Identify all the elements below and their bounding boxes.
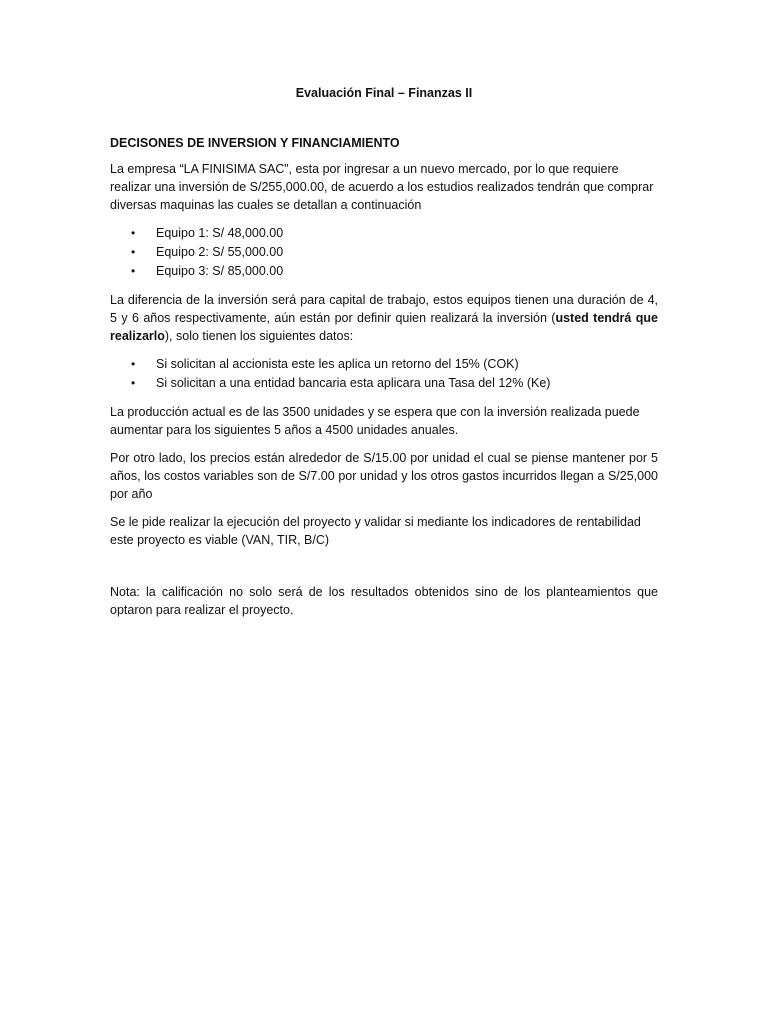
financing-list [110, 355, 658, 393]
investment-text-pre: La diferencia de la inversión será para capital de trabajo, estos equipos tienen una duración de 4, 5 y 6 años respectivamente, aún están por definir quien realizará la inversión ( [110, 293, 658, 325]
list-item [110, 262, 658, 281]
list-item [110, 374, 658, 393]
financing-item-1: Si solicitan al accionista este les aplica un retorno del 15% (COK) [156, 357, 519, 371]
note-paragraph: Nota: la calificación no solo será de los resultados obtenidos sino de los planteamientos que optaron para realizar el proyecto. [110, 585, 658, 617]
investment-text-bold: usted tendrá que realizarlo [110, 311, 658, 343]
list-item [110, 224, 658, 243]
bullet-icon: • [131, 357, 136, 371]
section-heading: DECISONES DE INVERSION Y FINANCIAMIENTO [110, 136, 400, 150]
equipment-item-1: Equipo 1: S/ 48,000.00 [156, 226, 284, 240]
list-item [110, 243, 658, 262]
list-item [110, 355, 658, 374]
document-page [110, 84, 658, 629]
equipment-list [110, 224, 658, 281]
bullet-icon: • [131, 226, 136, 240]
prices-paragraph: Por otro lado, los precios están alrededor de S/15.00 por unidad el cual se piense mantener por 5 años, los costos variables son de S/7.00 por unidad y los otros gastos incurridos llegan a S/25,000 por año [110, 451, 658, 501]
investment-text-post: ), solo tienen los siguientes datos: [164, 329, 354, 343]
production-paragraph: La producción actual es de las 3500 unidades y se espera que con la inversión realizada puede aumentar para los siguientes 5 años a 4500 unidades anuales. [110, 405, 640, 437]
bullet-icon: • [131, 376, 136, 390]
bullet-icon: • [131, 245, 136, 259]
equipment-item-2: Equipo 2: S/ 55,000.00 [156, 245, 284, 259]
equipment-item-3: Equipo 3: S/ 85,000.00 [156, 264, 284, 278]
task-paragraph: Se le pide realizar la ejecución del proyecto y validar si mediante los indicadores de rentabilidad este proyecto es viable (VAN, TIR, B/C) [110, 515, 641, 547]
investment-paragraph [110, 291, 658, 345]
bullet-icon: • [131, 264, 136, 278]
intro-paragraph: La empresa “LA FINISIMA SAC”, esta por ingresar a un nuevo mercado, por lo que requiere realizar una inversión de S/255,000.00, de acuerdo a los estudios realizados tendrán que comprar diversas maquinas las cuales se detallan a continuación [110, 162, 654, 212]
document-title: Evaluación Final – Finanzas II [295, 86, 473, 100]
financing-item-2: Si solicitan a una entidad bancaria esta aplicara una Tasa del 12% (Ke) [156, 376, 551, 390]
